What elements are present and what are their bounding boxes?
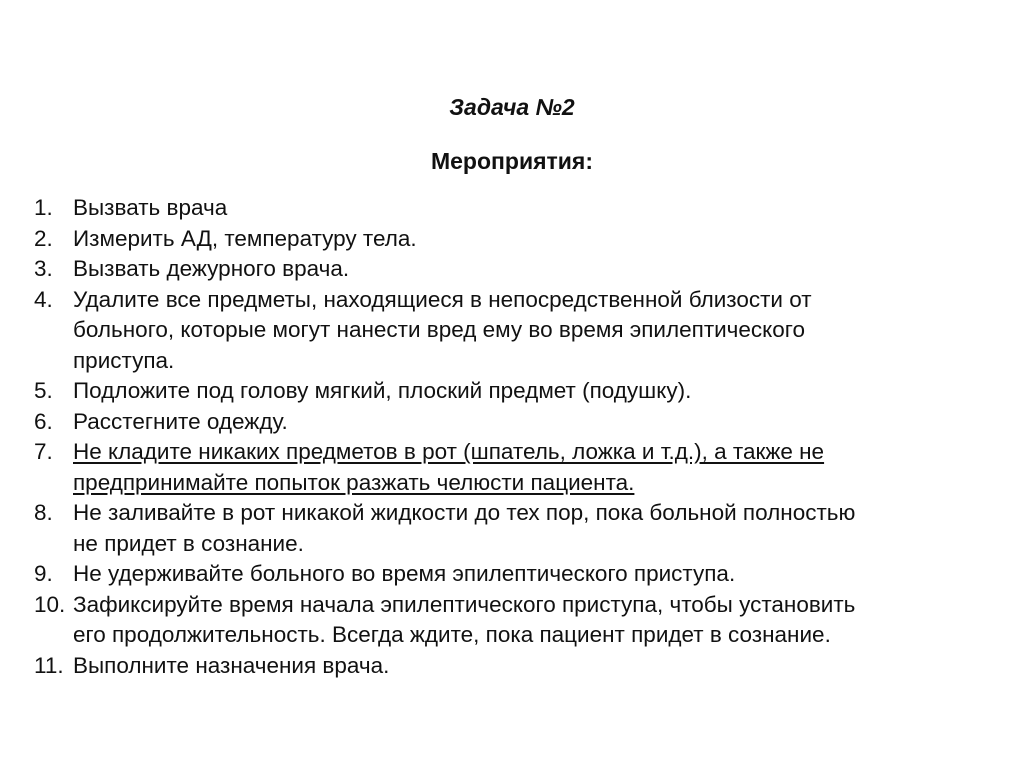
- list-item: [34, 498, 994, 559]
- list-item-number: 4.: [34, 286, 53, 312]
- list-item-text: Удалите все предметы, находящиеся в непосредственной близости от: [73, 286, 812, 312]
- list-item-text: Выполните назначения врача.: [73, 652, 390, 678]
- list-item-number: 7.: [34, 439, 53, 464]
- list-item: [34, 559, 994, 590]
- measures-list: [34, 193, 994, 681]
- list-item-text: приступа.: [73, 347, 175, 373]
- list-item-text: Не заливайте в рот никакой жидкости до тех пор, пока больной полностью: [73, 500, 856, 525]
- list-item-number: 8.: [34, 500, 53, 525]
- list-item-number: 6.: [34, 408, 53, 434]
- list-item-line: [73, 468, 994, 499]
- slide-title: Задача №2: [449, 94, 575, 120]
- list-item: [34, 193, 994, 224]
- list-item-text: Вызвать дежурного врача.: [73, 256, 350, 281]
- list-item-text: Не удерживайте больного во время эпилептического приступа.: [73, 561, 736, 586]
- list-item: [34, 407, 994, 438]
- list-item: [34, 590, 994, 651]
- list-item-number: 3.: [34, 256, 53, 281]
- list-item-text: не придет в сознание.: [73, 530, 304, 556]
- list-item-line: [73, 437, 994, 468]
- list-item: [34, 376, 994, 407]
- list-item-number: 10.: [34, 591, 66, 617]
- list-item: [34, 285, 994, 377]
- list-item-text: больного, которые могут нанести вред ему во время эпилептического: [73, 317, 806, 342]
- list-item-text: предпринимайте попыток разжать челюсти пациента.: [73, 469, 635, 495]
- list-item-number: 9.: [34, 561, 53, 586]
- slide-subtitle: Мероприятия:: [430, 148, 594, 174]
- list-item-underlined: [34, 437, 994, 498]
- list-item-text: его продолжительность. Всегда ждите, пока пациент придет в сознание.: [73, 622, 831, 647]
- list-item-text: Измерить АД, температуру тела.: [73, 225, 417, 251]
- list-item: [34, 254, 994, 285]
- list-item-text: Вызвать врача: [73, 195, 228, 220]
- list-item-text: Расстегните одежду.: [73, 408, 288, 434]
- list-item: [34, 651, 994, 682]
- list-item-number: 2.: [34, 225, 53, 251]
- list-item-number: 1.: [34, 195, 53, 220]
- list-item-text: Подложите под голову мягкий, плоский предмет (подушку).: [73, 378, 692, 403]
- list-item-number: 11.: [34, 652, 64, 678]
- list-item-number: 5.: [34, 378, 53, 403]
- list-item-text: Зафиксируйте время начала эпилептического приступа, чтобы установить: [73, 591, 856, 617]
- list-item-text: Не кладите никаких предметов в рот (шпатель, ложка и т.д.), а также не: [73, 439, 825, 464]
- list-item: [34, 224, 994, 255]
